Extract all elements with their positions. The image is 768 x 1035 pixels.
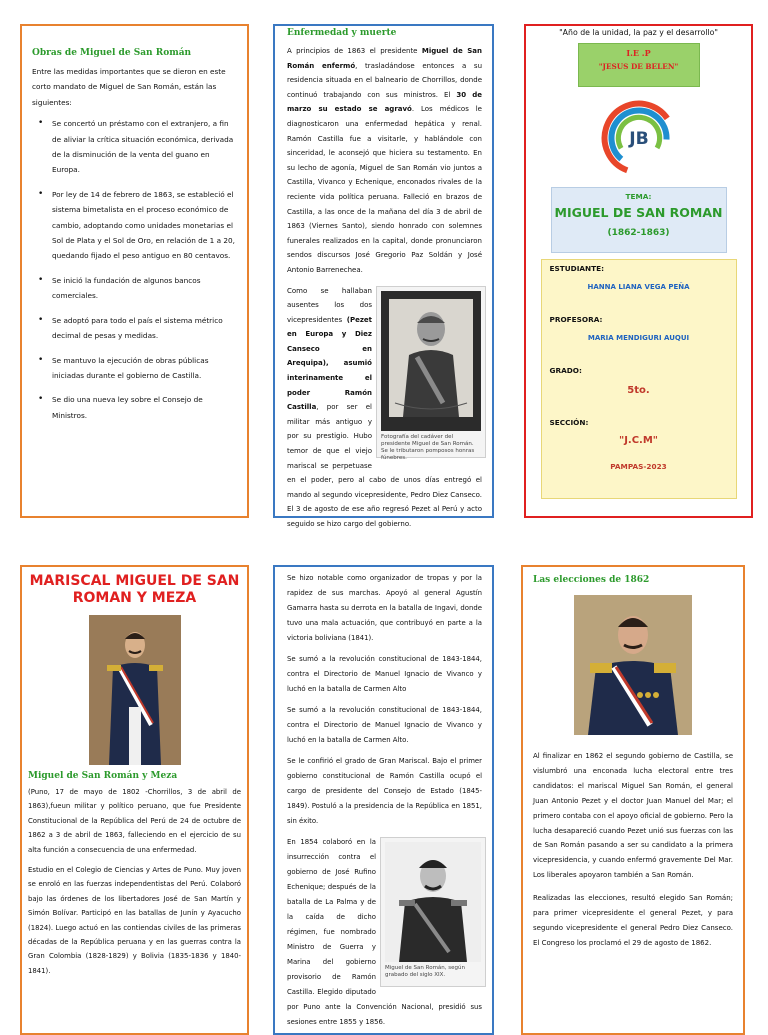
panel-obras-title: Obras de Miguel de San Román [32, 48, 192, 58]
tema-title: MIGUEL DE SAN ROMAN [554, 205, 723, 220]
cadaver-photo-caption: Fotografía del cadáver del presidente Miguel de San Román. Se le tributaron pomposos honras fúnebres. [381, 433, 475, 461]
school-type: I.E .P [626, 48, 651, 58]
engraving-photo [385, 842, 481, 962]
list-item: • Se dio una nueva ley sobre el Consejo de Ministros. [52, 392, 237, 423]
student-value: HANNA LIANA VEGA PEÑA [587, 283, 690, 291]
text-span: , trasladándose entonces a su residencia situada en el balneario de Chorrillos, donde continuó trabajando con sus ministros. El [287, 61, 483, 99]
biografia-subtitle: Miguel de San Román y Meza [28, 771, 178, 781]
section-value: "J.C.M" [618, 435, 659, 446]
list-item: • Por ley de 14 de febrero de 1863, se estableció el sistema bimetalista en el proceso económico de cambio, adoptando como unidades monetarias el Sol de Plata y el Sol de Oro, en relación de 1 a 20, quedando fijado el peso antiguo en 80 centavos. [52, 187, 237, 264]
teacher-label: PROFESORA: [549, 315, 603, 324]
mariscal-portrait [89, 615, 181, 765]
text-bold: (Pezet en Europa y Diez Canseco en Arequipa), asumió interinamente el poder Ramón Castilla [287, 315, 372, 412]
engraving-caption: Miguel de San Román, según grabado del siglo XIX. [385, 965, 465, 978]
school-name: "JESUS DE BELEN" [598, 62, 679, 71]
elecciones-paragraph-2: Realizadas las elecciones, resultó elegido San Román; para primer vicepresidente el general Pezet, y para segundo vicepresidente el general Pedro Diez Canseco. El Congreso los proclamó el 29 de agosto de 1862. [533, 894, 733, 947]
student-info-box [541, 259, 737, 499]
engraving-figure [380, 837, 486, 987]
trayectoria-paragraph-2: Se sumó a la revolución constitucional de 1843-1844, contra el Directorio de Manuel Ignacio de Vivanco y luchó en la batalla de Carmen Alto [287, 655, 482, 693]
trayectoria-paragraph-3: Se sumó a la revolución constitucional de 1843-1844, contra el Directorio de Manuel Ignacio de Vivanco y luchó en la batalla de Carmen Alto. [287, 706, 482, 744]
teacher-value: MARIA MENDIGURI AUQUI [587, 334, 690, 342]
obras-list [32, 116, 237, 423]
biografia-paragraph-1: (Puno, 17 de mayo de 1802 -Chorrillos, 3 de abril de 1863),fueun militar y político peruano, que fue Presidente Constitucional de la República del Perú de 24 de octubre de 1862 a 3 de abril de 1863, falleciendo en el ejercicio de su alta función a consecuencia de una enfermedad. [28, 788, 241, 854]
portrait-image [385, 842, 481, 962]
text-span: Como se hallaban ausentes los dos vicepresidentes [287, 286, 372, 324]
list-item: • Se adoptó para todo el país el sistema métrico decimal de pesas y medidas. [52, 313, 237, 344]
text-span: . Los médicos le diagnosticaron una enfermedad hepática y renal. Ramón Castilla fue a visitarle, y hablándole con sinceridad, le aconsejó que hiciera su testamento. En su lecho de agonía, Miguel de San Román vio juntos a Castilla, Vivanco y Echenique, enconados rivales de la reciente vida política peruana. Falleció en brazos de Castilla, a las once de la mañana del día 3 de abril de 1863 (Viernes Santo), siendo honrado con solemnes funerales realizados en la capital, donde pronunciaron sendos discursos José Gregorio Paz Soldán y José Antonio Barrenechea. [287, 105, 482, 274]
list-item: • Se concertó un préstamo con el extranjero, a fin de aliviar la crítica situación económica, derivada de la disminución de la venta del guano en Europa. [52, 116, 237, 178]
biografia-title: MARISCAL MIGUEL DE SAN ROMAN Y MEZA [29, 573, 240, 606]
elecciones-paragraph-1: Al finalizar en 1862 el segundo gobierno de Castilla, se vislumbró una enconada lucha electoral entre tres candidatos: el mariscal Miguel San Román, el general Juan Antonio Pezet y el doctor Juan Manuel del Mar; el primero contaba con el apoyo oficial de gobierno. Pero la lucha desapareció cuando Pezet unió sus fuerzas con las de San Román pasando a ser su candidato a la primera vicepresidencia, y cuando enfermó gravemente Del Mar. Los liberales apoyaron también a San Román. [533, 752, 734, 880]
panel-elecciones [521, 565, 745, 1035]
text-span: A principios de 1863 el presidente [287, 47, 422, 55]
list-item: • Se inició la fundación de algunos bancos comerciales. [52, 273, 237, 304]
tema-box [551, 187, 727, 253]
panel-enfermedad [273, 24, 494, 528]
trayectoria-paragraph-1: Se hizo notable como organizador de tropas y por la rapidez de sus marchas. Apoyó al general Agustín Gamarra hasta su derrota en la batalla de Ingavi, donde tuvo una mala actuación, que contribuyó en parte a la victoria boliviana (1841). [287, 574, 482, 642]
footer-place-year: PAMPAS-2023 [610, 462, 667, 471]
enfermedad-paragraph-1 [287, 44, 482, 278]
portrait-image [89, 615, 181, 765]
cadaver-photo-figure [376, 286, 486, 461]
grade-value: 5to. [627, 385, 650, 396]
text-span: , por ser el militar más antiguo y por su prestigio. Hubo temor de que el viejo mariscal se perpetuase en el poder, pero al cabo de unos días entregó el mando al segundo vicepresidente, Pedro Diez Canseco. El 3 de agosto de ese año regresó Pezet al Perú y acto seguido se hizo cargo del gobierno. [287, 403, 482, 528]
section-label: SECCIÓN: [549, 418, 589, 427]
text-bold: Miguel de San Román enfermó [287, 47, 483, 70]
portrait-image [381, 291, 481, 431]
logo-text: JB [628, 129, 649, 150]
panel-biografia [20, 565, 249, 1035]
grade-label: GRADO: [549, 366, 582, 375]
year-motto: "Año de la unidad, la paz y el desarrollo" [559, 28, 718, 37]
panel-obras-intro: Entre las medidas importantes que se dieron en este corto mandato de Miguel de San Román, están las siguientes: [32, 67, 226, 107]
tema-years: (1862-1863) [607, 228, 670, 238]
trayectoria-paragraph-4: Se le confirió el grado de Gran Mariscal. Bajo el primer gobierno constitucional de Ramón Castilla ocupó el cargo de presidente del Consejo de Estado (1845-1849). Postuló a la presidencia de la República en 1851, sin éxito. [287, 757, 482, 825]
panel-portada [524, 24, 753, 518]
biografia-paragraph-2: Estudio en el Colegio de Ciencias y Artes de Puno. Muy joven se enroló en las fuerzas independentistas del Perú. Colaboró bajo las órdenes de los libertadores José de San Martín y Simón Bolívar. Participó en las batallas de Junín y Ayacucho (1824). Luego actuó en las contiendas civiles de las primeras décadas de la República peruana y en las guerras contra la Gran Colombia (1828-1829) y Bolivia (1835-1836 y 1840-1841). [28, 866, 241, 975]
cadaver-photo [381, 291, 481, 431]
panel-trayectoria [273, 565, 494, 1035]
student-label: ESTUDIANTE: [549, 264, 605, 273]
portrait-image [574, 595, 692, 735]
school-box [578, 43, 700, 87]
panel-enfermedad-title: Enfermedad y muerte [287, 28, 397, 38]
text-bold: 30 de marzo su estado se agravó [287, 90, 483, 114]
tema-label: TEMA: [625, 192, 652, 201]
elecciones-title: Las elecciones de 1862 [533, 575, 650, 585]
san-roman-portrait [574, 595, 692, 735]
list-item: • Se mantuvo la ejecución de obras públicas iniciadas durante el gobierno de Castilla. [52, 353, 237, 384]
school-logo-icon [596, 95, 682, 181]
trayectoria-paragraph-5: En 1854 colaboró en la insurrección contra el gobierno de José Rufino Echenique; después de la batalla de La Palma y de la caída de dicho régimen, fue nombrado Ministro de Guerra y Marina del gobierno provisorio de Ramón Castilla. Elegido diputado por Puno ante la Convención Nacional, presidió sus sesiones entre 1855 y 1856. [287, 838, 482, 1026]
panel-obras [20, 24, 249, 518]
